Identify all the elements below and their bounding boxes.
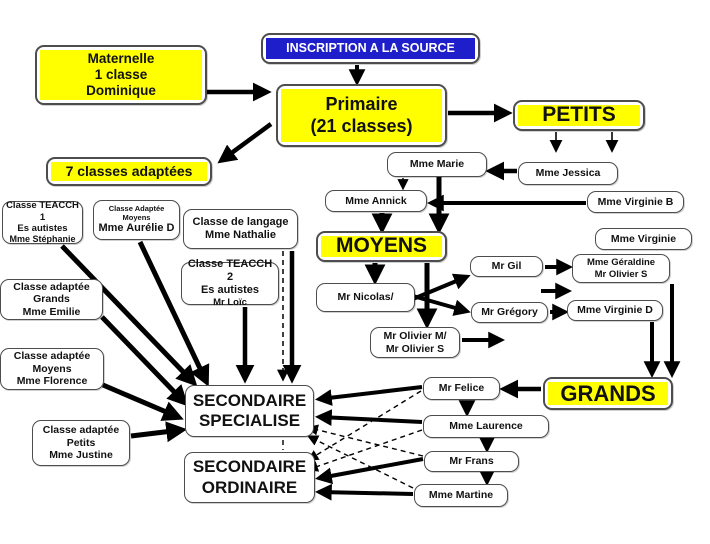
secondaire-ordinaire-node xyxy=(184,452,315,503)
olivier-m-olivier-s-node xyxy=(370,327,460,358)
moyens-fill xyxy=(321,236,442,257)
maternelle-label: Dominique xyxy=(86,82,156,98)
geraldine-olivier-node xyxy=(572,254,670,283)
connector-arrow xyxy=(320,492,413,494)
classe-adaptee-grands-emilie-label: Mme Emilie xyxy=(22,305,81,318)
connector-arrow xyxy=(320,387,422,399)
maternelle-label: 1 classe xyxy=(94,67,148,83)
primaire-fill xyxy=(281,89,442,142)
inscription-banner-fill xyxy=(266,38,475,59)
classe-adaptee-grands-emilie-node xyxy=(0,279,103,320)
classes-adaptees-node xyxy=(46,157,212,186)
classe-adaptee-petits-justine-node xyxy=(32,420,130,466)
classe-de-langage-label: Classe de langage xyxy=(192,216,289,229)
mme-laurence-label: Mme Laurence xyxy=(449,420,523,433)
classe-teacch-1-label: Es autistes xyxy=(17,222,68,234)
classe-teacch-1-label: Mme Stéphanie xyxy=(9,234,76,244)
classe-teacch-1-label: Classe TEACCH 1 xyxy=(6,200,79,223)
mr-gregory-label: Mr Grégory xyxy=(481,306,538,319)
mme-marie-node xyxy=(387,152,487,177)
mme-virginie-d-node xyxy=(567,300,663,321)
secondaire-ordinaire-label: ORDINAIRE xyxy=(201,477,298,497)
mr-nicolas-label: Mr Nicolas/ xyxy=(337,291,394,304)
maternelle-label: Maternelle xyxy=(87,51,155,67)
classes-adaptees-fill xyxy=(51,162,207,181)
primaire-node xyxy=(276,84,447,147)
petits-node xyxy=(513,100,645,131)
mr-felice-label: Mr Felice xyxy=(438,382,485,395)
classe-adaptee-moyens-aurelie-label: Classe Adaptée xyxy=(108,203,165,213)
mr-gil-label: Mr Gil xyxy=(491,260,522,273)
mme-annick-node xyxy=(325,190,427,212)
classe-teacch-1-node xyxy=(2,201,83,244)
mme-martine-node xyxy=(414,484,508,507)
classe-adaptee-moyens-florence-label: Classe adaptée xyxy=(13,350,91,363)
connector-arrow xyxy=(222,124,271,160)
maternelle-node xyxy=(35,45,207,105)
moyens-node xyxy=(316,231,447,262)
classe-adaptee-moyens-florence-node xyxy=(0,348,104,390)
mme-virginie-b-label: Mme Virginie B xyxy=(597,195,674,208)
geraldine-olivier-label: Mme Géraldine xyxy=(586,257,656,269)
olivier-m-olivier-s-label: Mr Olivier M/ xyxy=(383,330,447,343)
classe-adaptee-grands-emilie-label: Classe adaptée xyxy=(13,280,90,293)
connector-arrow xyxy=(131,430,181,436)
mme-marie-label: Mme Marie xyxy=(409,158,465,171)
primaire-label: Primaire xyxy=(325,94,398,115)
mme-virginie-node xyxy=(595,228,692,250)
mme-jessica-node xyxy=(518,162,618,185)
mr-frans-label: Mr Frans xyxy=(449,455,494,468)
petits-fill xyxy=(518,105,640,126)
connector-arrow xyxy=(320,459,423,478)
moyens-label: MOYENS xyxy=(335,234,427,258)
classe-adaptee-moyens-florence-label: Moyens xyxy=(32,362,72,375)
connector-arrow xyxy=(103,385,178,417)
mme-jessica-label: Mme Jessica xyxy=(535,167,601,180)
inscription-banner-label: INSCRIPTION A LA SOURCE xyxy=(286,41,455,56)
secondaire-ordinaire-label: SECONDAIRE xyxy=(192,457,307,477)
classes-adaptees-label: 7 classes adaptées xyxy=(65,163,193,180)
classe-adaptee-petits-justine-label: Petits xyxy=(66,436,96,449)
classe-teacch-2-node xyxy=(181,258,279,309)
classe-teacch-2-label: Mr Loïc xyxy=(213,297,247,309)
mr-gregory-node xyxy=(471,302,548,323)
olivier-m-olivier-s-label: Mr Olivier S xyxy=(385,342,445,355)
mr-gil-node xyxy=(470,256,543,277)
primaire-label: (21 classes) xyxy=(310,115,413,136)
classe-de-langage-label: Mme Nathalie xyxy=(205,229,276,241)
geraldine-olivier-label: Mr Olivier S xyxy=(594,268,648,280)
mme-laurence-node xyxy=(423,415,549,438)
connector-arrow xyxy=(413,277,466,299)
classe-de-langage-node xyxy=(183,209,298,249)
maternelle-fill xyxy=(40,50,202,100)
mme-virginie-b-node xyxy=(587,191,684,213)
classe-adaptee-petits-justine-label: Classe adaptée xyxy=(42,424,120,437)
classe-adaptee-petits-justine-label: Mme Justine xyxy=(49,449,113,462)
classe-teacch-2-label: Es autistes xyxy=(200,284,260,297)
mr-frans-node xyxy=(424,451,519,472)
connector-arrow xyxy=(413,296,466,311)
mme-virginie-label: Mme Virginie xyxy=(610,232,677,245)
secondaire-specialise-node xyxy=(185,385,314,437)
inscription-banner-node xyxy=(261,33,480,64)
grands-label: GRANDS xyxy=(560,380,656,406)
connector-arrow xyxy=(310,428,423,456)
secondaire-specialise-label: SECONDAIRE xyxy=(192,390,307,410)
mme-virginie-d-label: Mme Virginie D xyxy=(577,304,653,317)
connector-arrow xyxy=(310,391,421,459)
mme-martine-label: Mme Martine xyxy=(428,489,494,502)
secondaire-specialise-label: SPECIALISE xyxy=(198,411,301,430)
classe-teacch-2-label: Classe TEACCH 2 xyxy=(187,258,273,284)
grands-fill xyxy=(548,382,668,405)
mr-nicolas-node xyxy=(316,283,415,312)
classe-adaptee-moyens-aurelie-label: Moyens xyxy=(122,212,151,222)
classe-adaptee-moyens-aurelie-label: Mme Aurélie D xyxy=(98,222,175,235)
classe-adaptee-moyens-florence-label: Mme Florence xyxy=(16,375,88,388)
petits-label: PETITS xyxy=(542,103,616,127)
mme-annick-label: Mme Annick xyxy=(345,194,407,207)
classe-adaptee-moyens-aurelie-node xyxy=(93,200,180,240)
grands-node xyxy=(543,377,673,410)
mr-felice-node xyxy=(423,377,500,400)
classe-adaptee-grands-emilie-label: Grands xyxy=(33,293,70,306)
